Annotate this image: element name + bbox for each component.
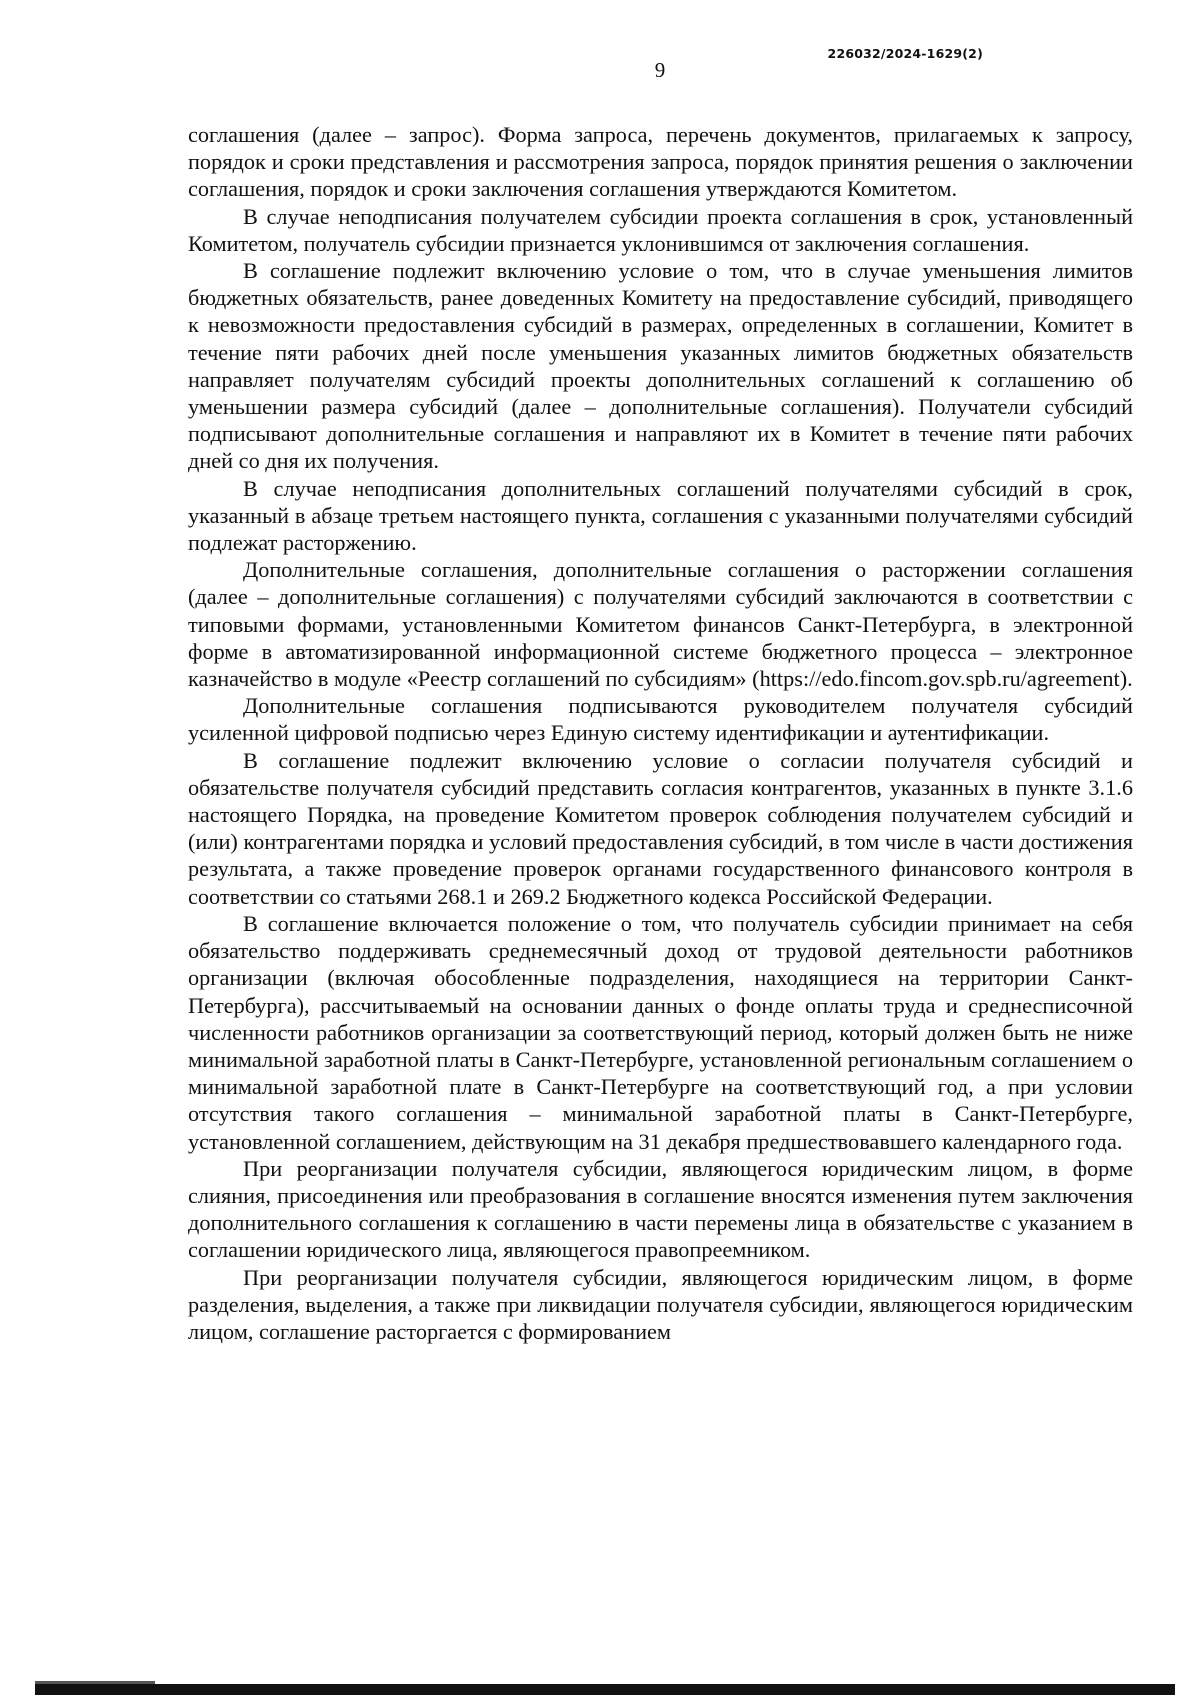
- paragraph: соглашения (далее – запрос). Форма запроса, перечень документов, прилагаемых к запросу, порядок и сроки представления и рассмотрения запроса, порядок принятия решения о заключении соглашения, порядок и сроки заключения соглашения утверждаются Комитетом.: [188, 122, 1133, 202]
- paragraph: В соглашение подлежит включению условие о том, что в случае уменьшения лимитов бюджетных обязательств, ранее доведенных Комитету на предоставление субсидий, приводящего к невозможности предоставления субсидий в размерах, определенных в соглашении, Комитет в течение пяти рабочих дней после уменьшения указанных лимитов бюджетных обязательств направляет получателям субсидий проекты дополнительных соглашений к соглашению об уменьшении размера субсидий (далее – дополнительные соглашения). Получатели субсидий подписывают дополнительные соглашения и направляют их в Комитет в течение пяти рабочих дней со дня их получения.: [188, 258, 1133, 474]
- paragraph: Дополнительные соглашения, дополнительные соглашения о расторжении соглашения (далее – дополнительные соглашения) с получателями субсидий заключаются в соответствии с типовыми формами, установленными Комитетом финансов Санкт-Петербурга, в электронной форме в автоматизированной информационной системе бюджетного процесса – электронное казначейство в модуле «Реестр соглашений по субсидиям» (https://edo.fincom.gov.spb.ru/agreement).: [188, 557, 1133, 692]
- page-number: 9: [654, 58, 666, 82]
- document-registration-number: 226032/2024-1629(2): [827, 46, 983, 61]
- paragraph: Дополнительные соглашения подписываются руководителем получателя субсидий усиленной цифровой подписью через Единую систему идентификации и аутентификации.: [188, 693, 1133, 746]
- paragraph: В случае неподписания дополнительных соглашений получателями субсидий в срок, указанный в абзаце третьем настоящего пункта, соглашения с указанными получателями субсидий подлежат расторжению.: [188, 475, 1133, 556]
- document-body: [188, 121, 1133, 1345]
- paragraph: В соглашение включается положение о том, что получатель субсидии принимает на себя обязательство поддерживать среднемесячный доход от трудовой деятельности работников организации (включая обособленные подразделения, находящиеся на территории Санкт-Петербурга), рассчитываемый на основании данных о фонде оплаты труда и среднесписочной численности работников организации за соответствующий период, который должен быть не ниже минимальной заработной платы в Санкт-Петербурге, установленной региональным соглашением о минимальной заработной плате в Санкт-Петербурге на соответствующий год, а при условии отсутствия такого соглашения – минимальной заработной платы в Санкт-Петербурге, установленной соглашением, действующим на 31 декабря предшествовавшего календарного года.: [188, 910, 1133, 1154]
- page-bottom-border: [35, 1684, 1175, 1695]
- paragraph: В соглашение подлежит включению условие о согласии получателя субсидий и обязательстве получателя субсидий представить согласия контрагентов, указанных в пункте 3.1.6 настоящего Порядка, на проведение Комитетом проверок соблюдения получателем субсидий и (или) контрагентами порядка и условий предоставления субсидий, в том числе в части достижения результата, а также проведение проверок органами государственного финансового контроля в соответствии со статьями 268.1 и 269.2 Бюджетного кодекса Российской Федерации.: [188, 747, 1133, 909]
- paragraph: При реорганизации получателя субсидии, являющегося юридическим лицом, в форме слияния, присоединения или преобразования в соглашение вносятся изменения путем заключения дополнительного соглашения к соглашению в части перемены лица в обязательстве с указанием в соглашении юридического лица, являющегося правопреемником.: [188, 1155, 1133, 1263]
- paragraph: В случае неподписания получателем субсидии проекта соглашения в срок, установленный Комитетом, получатель субсидии признается уклонившимся от заключения соглашения.: [188, 203, 1133, 256]
- paragraph: При реорганизации получателя субсидии, являющегося юридическим лицом, в форме разделения, выделения, а также при ликвидации получателя субсидии, являющегося юридическим лицом, соглашение расторгается с формированием: [188, 1264, 1133, 1344]
